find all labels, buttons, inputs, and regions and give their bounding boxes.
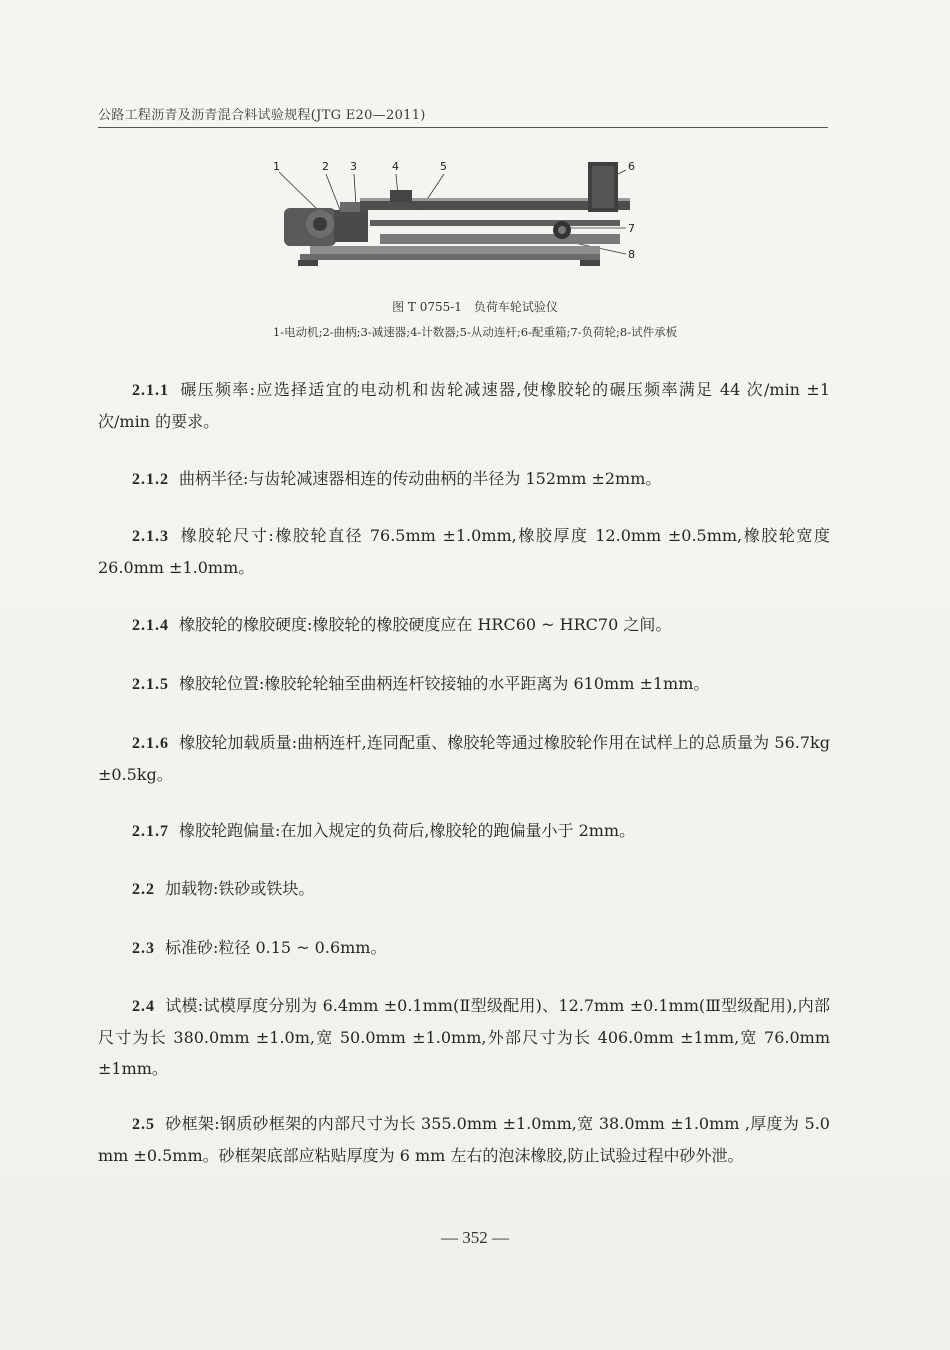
section-2-1-3	[98, 520, 830, 583]
section-2-1-1	[98, 374, 830, 437]
section-number: 2.1.2	[132, 471, 169, 488]
section-text: 标准砂:粒径 0.15 ~ 0.6mm。	[165, 938, 387, 957]
section-text: 试模:试模厚度分别为 6.4mm ±0.1mm(Ⅱ型级配用)、12.7mm ±0.1mm(Ⅲ型级配用),内部尺寸为长 380.0mm ±1.0m,宽 50.0mm ±1.0mm,外部尺寸为长 406.0mm ±1mm,宽 76.0mm ±1mm。	[98, 996, 830, 1078]
callout-7: 7	[628, 222, 635, 235]
section-text: 橡胶轮的橡胶硬度:橡胶轮的橡胶硬度应在 HRC60 ~ HRC70 之间。	[179, 615, 672, 634]
figure-legend: 1-电动机;2-曲柄;3-减速器;4-计数器;5-从动连杆;6-配重箱;7-负荷轮;8-试件承板	[272, 325, 678, 339]
section-number: 2.5	[132, 1116, 155, 1133]
section-text: 加载物:铁砂或铁块。	[165, 879, 315, 898]
callout-5: 5	[440, 160, 447, 173]
section-number: 2.1.3	[132, 528, 169, 545]
page-number: — 352 —	[441, 1228, 509, 1247]
apparatus-illustration	[270, 150, 670, 280]
callout-6: 6	[628, 160, 635, 173]
section-2-3	[98, 932, 830, 964]
section-text: 橡胶轮加载质量:曲柄连杆,连同配重、橡胶轮等通过橡胶轮作用在试样上的总质量为 56.7kg ±0.5kg。	[98, 733, 830, 784]
section-number: 2.1.1	[132, 382, 169, 399]
section-number: 2.1.5	[132, 676, 169, 693]
section-number: 2.2	[132, 881, 155, 898]
section-2-2	[98, 873, 830, 905]
section-2-1-2	[98, 463, 830, 495]
section-text: 橡胶轮跑偏量:在加入规定的负荷后,橡胶轮的跑偏量小于 2mm。	[179, 821, 636, 840]
header-rule	[98, 127, 828, 128]
section-2-4	[98, 990, 830, 1084]
section-number: 2.1.7	[132, 823, 169, 840]
section-text: 砂框架:钢质砂框架的内部尺寸为长 355.0mm ±1.0mm,宽 38.0mm ±1.0mm ,厚度为 5.0 mm ±0.5mm。砂框架底部应粘贴厚度为 6 mm 左右的泡沫橡胶,防止试验过程中砂外泄。	[98, 1114, 830, 1165]
figure-caption: 图 T 0755-1 负荷车轮试验仪	[392, 300, 558, 314]
apparatus-figure	[270, 150, 670, 280]
section-text: 碾压频率:应选择适宜的电动机和齿轮减速器,使橡胶轮的碾压频率满足 44 次/min ±1 次/min 的要求。	[98, 380, 830, 431]
section-2-5	[98, 1108, 830, 1171]
callout-3: 3	[350, 160, 357, 173]
callout-4: 4	[392, 160, 399, 173]
section-text: 橡胶轮尺寸:橡胶轮直径 76.5mm ±1.0mm,橡胶厚度 12.0mm ±0.5mm,橡胶轮宽度 26.0mm ±1.0mm。	[98, 526, 830, 577]
section-2-1-6	[98, 727, 830, 790]
section-number: 2.4	[132, 998, 155, 1015]
callout-8: 8	[628, 248, 635, 261]
section-number: 2.1.4	[132, 617, 169, 634]
callout-2: 2	[322, 160, 329, 173]
section-text: 曲柄半径:与齿轮减速器相连的传动曲柄的半径为 152mm ±2mm。	[179, 469, 662, 488]
running-header: 公路工程沥青及沥青混合料试验规程(JTG E20—2011)	[98, 108, 426, 123]
callout-1: 1	[273, 160, 280, 173]
section-2-1-5	[98, 668, 830, 700]
section-number: 2.3	[132, 940, 155, 957]
section-2-1-7	[98, 815, 830, 847]
section-text: 橡胶轮位置:橡胶轮轮轴至曲柄连杆铰接轴的水平距离为 610mm ±1mm。	[179, 674, 710, 693]
section-2-1-4	[98, 609, 830, 641]
section-number: 2.1.6	[132, 735, 169, 752]
